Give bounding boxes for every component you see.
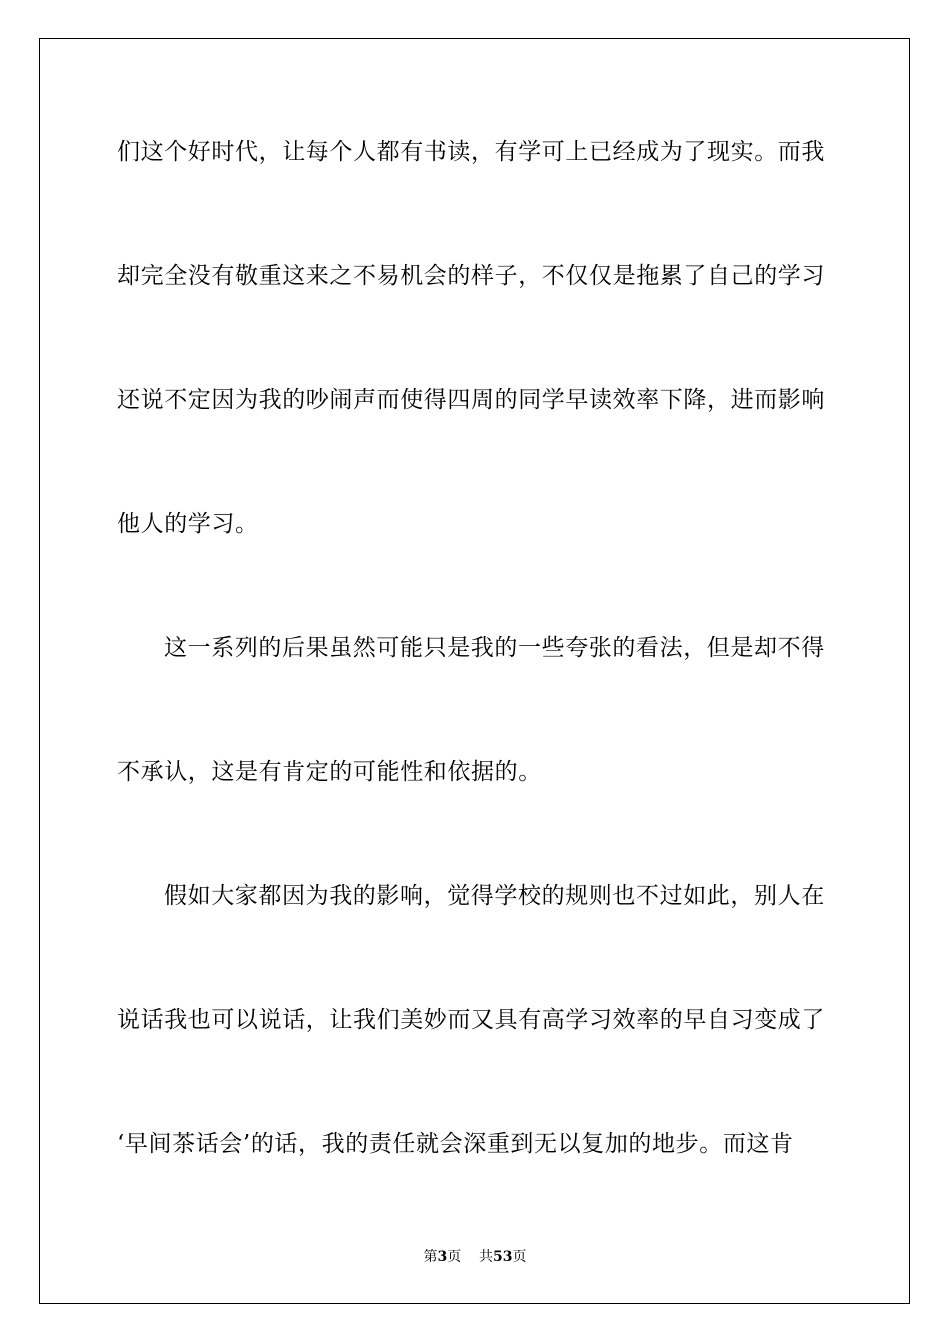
total-suffix: 页 <box>512 1249 527 1265</box>
page-border <box>39 38 910 1304</box>
text-line-1: 们这个好时代，让每个人都有书读，有学可上已经成为了现实。而我 <box>117 139 825 165</box>
total-prefix: 共 <box>479 1249 494 1265</box>
text-line-4: 他人的学习。 <box>117 511 259 537</box>
paragraph-2-line-2: 不承认，这是有肯定的可能性和依据的。 <box>117 759 542 785</box>
text-line-2: 却完全没有敬重这来之不易机会的样子，不仅仅是拖累了自己的学习 <box>117 263 825 289</box>
page-number: 3 <box>437 1249 448 1265</box>
page-suffix: 页 <box>447 1249 462 1265</box>
paragraph-3-line-2: 说话我也可以说话，让我们美妙而又具有高学习效率的早自习变成了 <box>117 1007 825 1033</box>
text-line-3: 还说不定因为我的吵闹声而使得四周的同学早读效率下降，进而影响 <box>117 387 825 413</box>
total-pages: 53 <box>493 1249 513 1265</box>
paragraph-3-line-1: 假如大家都因为我的影响，觉得学校的规则也不过如此，别人在 <box>164 883 825 909</box>
page-footer <box>0 1248 950 1266</box>
page-prefix: 第 <box>423 1249 438 1265</box>
paragraph-2-line-1: 这一系列的后果虽然可能只是我的一些夸张的看法，但是却不得 <box>164 635 825 661</box>
paragraph-3-line-3: ‘早间茶话会’的话，我的责任就会深重到无以复加的地步。而这肯 <box>117 1131 794 1157</box>
